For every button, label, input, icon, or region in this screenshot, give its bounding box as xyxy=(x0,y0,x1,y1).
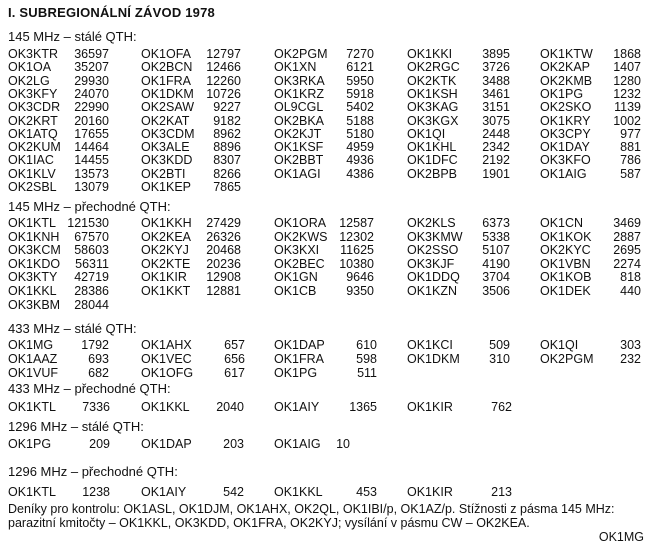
station-callsign: OK1AIG xyxy=(274,437,321,451)
station-callsign: OK1KTL xyxy=(8,216,56,230)
station-score: 5180 xyxy=(346,127,374,141)
station-score: 213 xyxy=(491,485,512,499)
station-callsign: OK1KIR xyxy=(141,270,187,284)
station-score: 35207 xyxy=(74,60,109,74)
station-callsign: OK1XN xyxy=(274,60,317,74)
station-score: 3469 xyxy=(613,216,641,230)
station-score: 14464 xyxy=(74,140,109,154)
station-score: 56311 xyxy=(75,257,109,271)
station-callsign: OK1CN xyxy=(540,216,584,230)
station-callsign: OK1KTL xyxy=(8,400,56,414)
station-score: 1238 xyxy=(82,485,110,499)
station-score: 12466 xyxy=(206,60,241,74)
station-callsign: OK2KYC xyxy=(540,243,591,257)
station-score: 10726 xyxy=(206,87,241,101)
station-score: 3151 xyxy=(482,100,510,114)
station-callsign: OK1DFC xyxy=(407,153,458,167)
station-score: 26326 xyxy=(206,230,241,244)
station-callsign: OK1KKL xyxy=(141,400,190,414)
station-callsign: OK1VBN xyxy=(540,257,591,271)
station-callsign: OK1AHX xyxy=(141,338,192,352)
station-score: 440 xyxy=(620,284,641,298)
station-callsign: OK2BTI xyxy=(141,167,186,181)
station-score: 121530 xyxy=(67,216,109,230)
station-score: 22990 xyxy=(74,100,109,114)
station-callsign: OK2SAW xyxy=(141,100,195,114)
station-callsign: OK1ORA xyxy=(274,216,327,230)
station-score: 10380 xyxy=(339,257,374,271)
station-callsign: OK1VEC xyxy=(141,352,192,366)
station-callsign: OK1AIG xyxy=(540,167,587,181)
station-callsign: OK1KDO xyxy=(8,257,61,271)
station-callsign: OK2PGM xyxy=(274,47,328,61)
station-callsign: OK1KRY xyxy=(540,114,591,128)
station-callsign: OK1PG xyxy=(8,437,52,451)
station-score: 5338 xyxy=(482,230,510,244)
station-callsign: OK1FRA xyxy=(274,352,325,366)
station-score: 8896 xyxy=(213,140,241,154)
station-callsign: OK1QI xyxy=(407,127,446,141)
station-callsign: OK2KAT xyxy=(141,114,190,128)
station-callsign: OK2BPB xyxy=(407,167,458,181)
station-callsign: OK3ALE xyxy=(141,140,190,154)
station-score: 4959 xyxy=(346,140,374,154)
station-score: 1232 xyxy=(613,87,641,101)
station-callsign: OK2LG xyxy=(8,74,50,88)
station-callsign: OK3KAG xyxy=(407,100,459,114)
station-callsign: OK2KJT xyxy=(274,127,322,141)
station-score: 13079 xyxy=(74,180,109,194)
station-callsign: OK1ATQ xyxy=(8,127,58,141)
station-score: 818 xyxy=(620,270,641,284)
station-score: 7865 xyxy=(213,180,241,194)
station-score: 2695 xyxy=(613,243,641,257)
station-score: 2887 xyxy=(613,230,641,244)
station-callsign: OK1CB xyxy=(274,284,317,298)
station-callsign: OK1QI xyxy=(540,338,579,352)
station-score: 656 xyxy=(224,352,245,366)
station-callsign: OK1KSF xyxy=(274,140,324,154)
station-score: 542 xyxy=(223,485,244,499)
station-callsign: OK2BBT xyxy=(274,153,324,167)
station-score: 1280 xyxy=(613,74,641,88)
station-callsign: OK1AIY xyxy=(141,485,187,499)
station-callsign: OK3KCM xyxy=(8,243,61,257)
station-score: 17655 xyxy=(74,127,109,141)
station-score: 6121 xyxy=(346,60,374,74)
station-score: 3704 xyxy=(482,270,510,284)
station-score: 303 xyxy=(620,338,641,352)
station-callsign: OK3CPY xyxy=(540,127,591,141)
station-score: 1407 xyxy=(613,60,641,74)
station-score: 12797 xyxy=(206,47,241,61)
station-callsign: OK1MG xyxy=(8,338,54,352)
station-score: 511 xyxy=(357,366,377,380)
station-score: 1002 xyxy=(613,114,641,128)
station-score: 2274 xyxy=(613,257,641,271)
station-callsign: OK3KGX xyxy=(407,114,459,128)
station-callsign: OK1KRZ xyxy=(274,87,325,101)
station-score: 3488 xyxy=(482,74,510,88)
section-heading-145-portable: 145 MHz – přechodné QTH: xyxy=(8,199,171,214)
station-score: 617 xyxy=(224,366,245,380)
station-callsign: OK1KIR xyxy=(407,400,453,414)
station-score: 598 xyxy=(356,352,377,366)
station-callsign: OK3RKA xyxy=(274,74,325,88)
signature: OK1MG xyxy=(598,530,644,544)
station-callsign: OK2SBL xyxy=(8,180,57,194)
station-callsign: OK3KJF xyxy=(407,257,455,271)
station-score: 58603 xyxy=(74,243,109,257)
section-heading-1296-portable: 1296 MHz – přechodné QTH: xyxy=(8,464,178,479)
station-callsign: OK1AGI xyxy=(274,167,321,181)
station-score: 12260 xyxy=(206,74,241,88)
station-callsign: OK2KEA xyxy=(141,230,192,244)
station-score: 5402 xyxy=(346,100,374,114)
station-score: 3895 xyxy=(482,47,510,61)
station-callsign: OK1DAP xyxy=(274,338,325,352)
station-score: 27429 xyxy=(206,216,241,230)
station-callsign: OK2PGM xyxy=(540,352,594,366)
station-callsign: OK1DAY xyxy=(540,140,590,154)
station-score: 42719 xyxy=(74,270,109,284)
section-heading-145-fixed: 145 MHz – stálé QTH: xyxy=(8,29,137,44)
station-score: 8962 xyxy=(213,127,241,141)
station-score: 3075 xyxy=(482,114,510,128)
station-score: 5107 xyxy=(482,243,510,257)
station-callsign: OK1KSH xyxy=(407,87,458,101)
station-callsign: OK1KOB xyxy=(540,270,592,284)
station-callsign: OK1DDQ xyxy=(407,270,460,284)
station-score: 9646 xyxy=(346,270,374,284)
station-callsign: OK3KDD xyxy=(141,153,193,167)
station-score: 5950 xyxy=(346,74,374,88)
station-callsign: OK3KTY xyxy=(8,270,58,284)
station-callsign: OK1DKM xyxy=(141,87,194,101)
station-callsign: OK3KTR xyxy=(8,47,59,61)
station-score: 610 xyxy=(356,338,377,352)
station-score: 12881 xyxy=(206,284,241,298)
station-score: 2448 xyxy=(482,127,510,141)
station-callsign: OK2KUM xyxy=(8,140,61,154)
station-score: 657 xyxy=(224,338,245,352)
station-score: 6373 xyxy=(482,216,510,230)
station-score: 9182 xyxy=(213,114,241,128)
station-callsign: OK1IAC xyxy=(8,153,54,167)
station-callsign: OK1KEP xyxy=(141,180,192,194)
station-score: 4386 xyxy=(346,167,374,181)
station-score: 5188 xyxy=(346,114,374,128)
station-score: 1868 xyxy=(613,47,641,61)
station-score: 232 xyxy=(620,352,641,366)
station-score: 12908 xyxy=(206,270,241,284)
station-callsign: OK1KKI xyxy=(407,47,453,61)
station-callsign: OK1KKH xyxy=(141,216,192,230)
station-score: 28386 xyxy=(74,284,109,298)
station-score: 3726 xyxy=(482,60,510,74)
notes-text: Deníky pro kontrolu: OK1ASL, OK1DJM, OK1AHX, OK2QL, OK1IBI/p, OK1AZ/p. Stížnosti z pásma 145 MHz: parazitní kmitočty – OK1KKL, OK3KDD, OK1FRA, OK2KYJ; vysílání v pásmu CW – OK2KEA. xyxy=(8,502,615,530)
station-score: 1901 xyxy=(482,167,510,181)
station-score: 5918 xyxy=(346,87,374,101)
station-score: 453 xyxy=(356,485,377,499)
station-score: 20236 xyxy=(206,257,241,271)
station-callsign: OK1KZN xyxy=(407,284,458,298)
station-score: 3461 xyxy=(482,87,510,101)
station-score: 20468 xyxy=(206,243,241,257)
station-score: 1365 xyxy=(349,400,377,414)
station-callsign: OK1KKT xyxy=(141,284,191,298)
station-score: 209 xyxy=(89,437,110,451)
station-callsign: OK1OFG xyxy=(141,366,194,380)
station-callsign: OK3KFY xyxy=(8,87,58,101)
notes-paragraph xyxy=(8,502,646,544)
section-heading-433-portable: 433 MHz – přechodné QTH: xyxy=(8,381,171,396)
station-callsign: OK1FRA xyxy=(141,74,192,88)
station-callsign: OK1OA xyxy=(8,60,52,74)
station-callsign: OK1VUF xyxy=(8,366,59,380)
station-callsign: OK2SSO xyxy=(407,243,459,257)
station-callsign: OK1KKL xyxy=(274,485,323,499)
station-callsign: OK1OFA xyxy=(141,47,192,61)
station-score: 8266 xyxy=(213,167,241,181)
station-callsign: OK1KIR xyxy=(407,485,453,499)
station-callsign: OK1KTW xyxy=(540,47,593,61)
station-score: 2342 xyxy=(482,140,510,154)
station-callsign: OK1KOK xyxy=(540,230,592,244)
station-score: 977 xyxy=(620,127,641,141)
station-score: 13573 xyxy=(74,167,109,181)
station-callsign: OK1AAZ xyxy=(8,352,58,366)
station-score: 762 xyxy=(491,400,512,414)
station-score: 682 xyxy=(88,366,109,380)
station-score: 10 xyxy=(336,437,350,451)
station-score: 693 xyxy=(88,352,109,366)
station-callsign: OK3KMW xyxy=(407,230,463,244)
station-callsign: OK2KLS xyxy=(407,216,456,230)
station-callsign: OK2KMB xyxy=(540,74,593,88)
station-callsign: OK2BCN xyxy=(141,60,193,74)
station-callsign: OK1KCI xyxy=(407,338,453,352)
station-callsign: OK1KHL xyxy=(407,140,457,154)
station-callsign: OK1DKM xyxy=(407,352,460,366)
station-callsign: OK1PG xyxy=(540,87,584,101)
station-callsign: OK1KTL xyxy=(8,485,56,499)
station-callsign: OK2KRT xyxy=(8,114,58,128)
page-title: I. SUBREGIONÁLNÍ ZÁVOD 1978 xyxy=(8,5,215,20)
station-score: 12302 xyxy=(339,230,374,244)
station-score: 12587 xyxy=(339,216,374,230)
station-score: 36597 xyxy=(74,47,109,61)
station-score: 7336 xyxy=(82,400,110,414)
station-score: 1792 xyxy=(81,338,109,352)
station-score: 3506 xyxy=(482,284,510,298)
station-callsign: OK2KTE xyxy=(141,257,191,271)
station-callsign: OK3KBM xyxy=(8,298,61,312)
station-callsign: OK1DAP xyxy=(141,437,192,451)
station-score: 9227 xyxy=(213,100,241,114)
station-score: 29930 xyxy=(74,74,109,88)
station-score: 8307 xyxy=(213,153,241,167)
station-score: 509 xyxy=(489,338,510,352)
station-callsign: OK1DEK xyxy=(540,284,591,298)
station-score: 24070 xyxy=(74,87,109,101)
station-score: 14455 xyxy=(74,153,109,167)
station-callsign: OK2KTK xyxy=(407,74,457,88)
station-callsign: OK2SKO xyxy=(540,100,592,114)
station-score: 786 xyxy=(620,153,641,167)
station-score: 310 xyxy=(489,352,510,366)
section-heading-433-fixed: 433 MHz – stálé QTH: xyxy=(8,321,137,336)
station-score: 9350 xyxy=(346,284,374,298)
station-callsign: OK1PG xyxy=(274,366,318,380)
station-callsign: OK2KYJ xyxy=(141,243,189,257)
station-callsign: OK1AIY xyxy=(274,400,320,414)
station-score: 20160 xyxy=(74,114,109,128)
station-score: 2040 xyxy=(216,400,244,414)
station-callsign: OK1KNH xyxy=(8,230,60,244)
station-score: 4190 xyxy=(482,257,510,271)
station-score: 11625 xyxy=(340,243,374,257)
station-callsign: OK1GN xyxy=(274,270,318,284)
station-callsign: OL9CGL xyxy=(274,100,324,114)
station-callsign: OK3CDR xyxy=(8,100,61,114)
station-score: 881 xyxy=(620,140,641,154)
station-score: 2192 xyxy=(482,153,510,167)
station-score: 28044 xyxy=(74,298,109,312)
station-score: 67570 xyxy=(74,230,109,244)
station-callsign: OK2KWS xyxy=(274,230,328,244)
station-callsign: OK2BEC xyxy=(274,257,325,271)
station-callsign: OK2RGC xyxy=(407,60,460,74)
station-callsign: OK2KAP xyxy=(540,60,591,74)
station-score: 203 xyxy=(223,437,244,451)
station-callsign: OK2BKA xyxy=(274,114,325,128)
station-score: 587 xyxy=(620,167,641,181)
station-callsign: OK3CDM xyxy=(141,127,195,141)
section-heading-1296-fixed: 1296 MHz – stálé QTH: xyxy=(8,419,144,434)
station-score: 1139 xyxy=(614,100,641,114)
station-callsign: OK3KFO xyxy=(540,153,591,167)
station-callsign: OK1KKL xyxy=(8,284,57,298)
station-callsign: OK3KXI xyxy=(274,243,320,257)
station-callsign: OK1KLV xyxy=(8,167,56,181)
station-score: 7270 xyxy=(346,47,374,61)
station-score: 4936 xyxy=(346,153,374,167)
